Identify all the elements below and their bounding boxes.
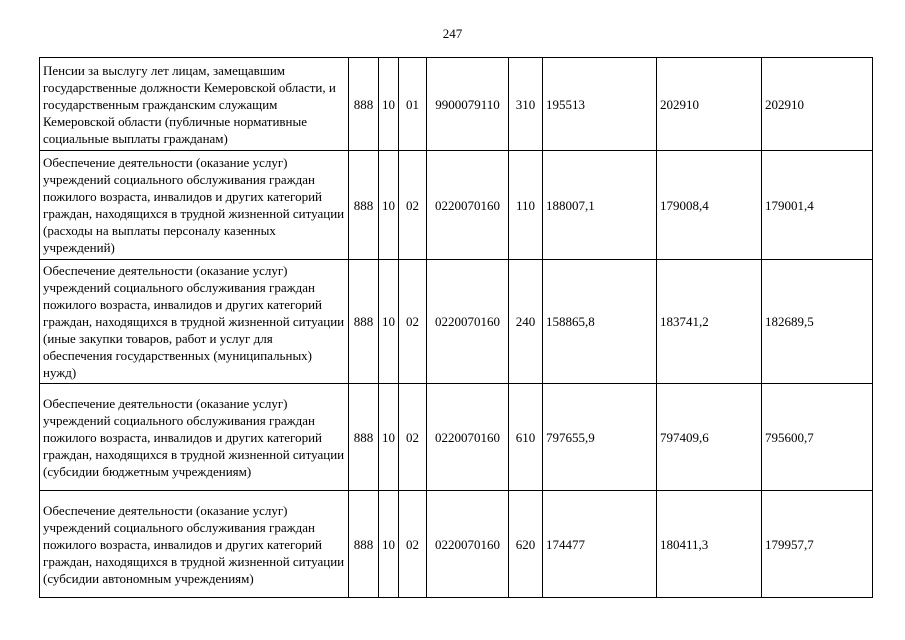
target-article-code: 0220070160 [427,260,509,384]
amount-1: 195513 [543,58,657,151]
target-article-code: 0220070160 [427,384,509,491]
table-row [40,384,873,491]
expense-type-code: 610 [509,384,543,491]
subsection-code: 01 [399,58,427,151]
subsection-code: 02 [399,260,427,384]
target-article-code: 9900079110 [427,58,509,151]
row-description: Обеспечение деятельности (оказание услуг) учреждений социального обслуживания граждан пожилого возраста, инвалидов и других категорий граждан, находящихся в трудной жизненной ситуации (субсидии автономным учреждениям) [40,491,349,598]
subsection-code: 02 [399,151,427,260]
ministry-code: 888 [349,384,379,491]
target-article-code: 0220070160 [427,151,509,260]
amount-1: 797655,9 [543,384,657,491]
section-code: 10 [379,151,399,260]
expense-type-code: 310 [509,58,543,151]
row-description: Обеспечение деятельности (оказание услуг) учреждений социального обслуживания граждан пожилого возраста, инвалидов и других категорий граждан, находящихся в трудной жизненной ситуации (иные закупки товаров, работ и услуг для обеспечения государственных (муниципальных) нужд) [40,260,349,384]
amount-1: 158865,8 [543,260,657,384]
page-number: 247 [442,26,463,41]
subsection-code: 02 [399,491,427,598]
subsection-code: 02 [399,384,427,491]
budget-table [39,57,873,598]
row-description: Обеспечение деятельности (оказание услуг) учреждений социального обслуживания граждан пожилого возраста, инвалидов и других категорий граждан, находящихся в трудной жизненной ситуации (субсидии бюджетным учреждениям) [40,384,349,491]
amount-3: 179957,7 [762,491,873,598]
amount-3: 179001,4 [762,151,873,260]
amount-3: 795600,7 [762,384,873,491]
amount-2: 797409,6 [657,384,762,491]
section-code: 10 [379,260,399,384]
ministry-code: 888 [349,260,379,384]
target-article-code: 0220070160 [427,491,509,598]
table-row [40,58,873,151]
ministry-code: 888 [349,151,379,260]
amount-3: 202910 [762,58,873,151]
table-row [40,151,873,260]
expense-type-code: 620 [509,491,543,598]
amount-1: 188007,1 [543,151,657,260]
amount-3: 182689,5 [762,260,873,384]
expense-type-code: 240 [509,260,543,384]
section-code: 10 [379,384,399,491]
amount-1: 174477 [543,491,657,598]
row-description: Обеспечение деятельности (оказание услуг) учреждений социального обслуживания граждан пожилого возраста, инвалидов и других категорий граждан, находящихся в трудной жизненной ситуации (расходы на выплаты персоналу казенных учреждений) [40,151,349,260]
section-code: 10 [379,491,399,598]
ministry-code: 888 [349,58,379,151]
expense-type-code: 110 [509,151,543,260]
amount-2: 180411,3 [657,491,762,598]
table-row [40,491,873,598]
row-description: Пенсии за выслугу лет лицам, замещавшим государственные должности Кемеровской области, и государственным гражданским служащим Кемеровской области (публичные нормативные социальные выплаты гражданам) [40,58,349,151]
section-code: 10 [379,58,399,151]
amount-2: 179008,4 [657,151,762,260]
ministry-code: 888 [349,491,379,598]
amount-2: 183741,2 [657,260,762,384]
table-row [40,260,873,384]
amount-2: 202910 [657,58,762,151]
